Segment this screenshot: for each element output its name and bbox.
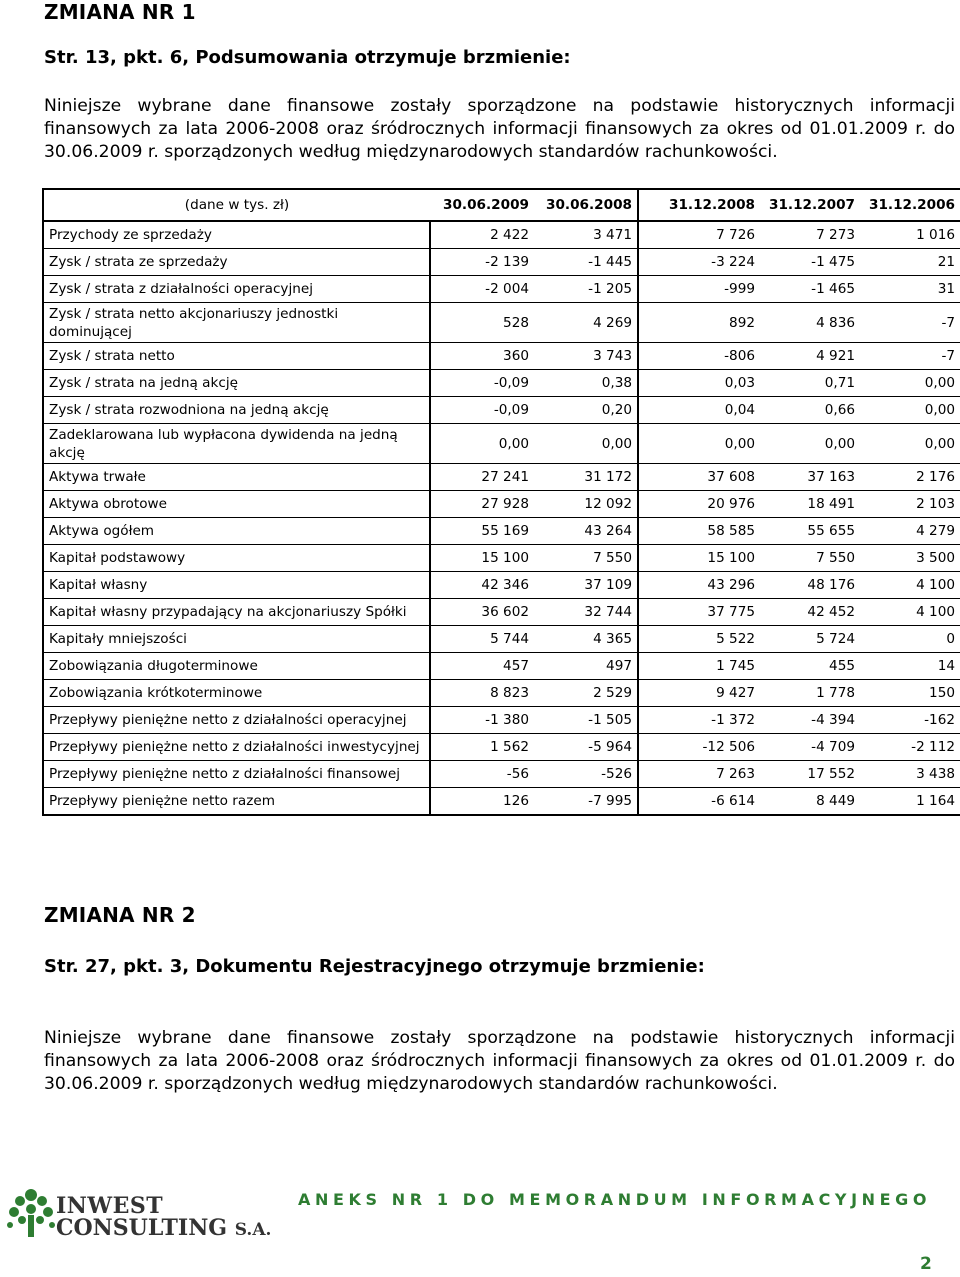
cell-value: -7 bbox=[860, 303, 960, 343]
cell-value: -1 380 bbox=[430, 707, 534, 734]
column-header: 30.06.2008 bbox=[534, 189, 638, 221]
cell-value: 360 bbox=[430, 343, 534, 370]
table-row bbox=[43, 572, 960, 599]
cell-value: 0,00 bbox=[430, 424, 534, 464]
cell-value: 7 273 bbox=[760, 221, 860, 249]
page-number: 2 bbox=[920, 1254, 932, 1274]
cell-value: 3 500 bbox=[860, 545, 960, 572]
column-header: 31.12.2006 bbox=[860, 189, 960, 221]
table-row bbox=[43, 249, 960, 276]
cell-value: 126 bbox=[430, 788, 534, 816]
cell-value: 48 176 bbox=[760, 572, 860, 599]
cell-value: -526 bbox=[534, 761, 638, 788]
change2-paragraph: Niniejsze wybrane dane finansowe zostały sporządzone na podstawie historycznych informacji finansowych za lata 2006-2008 oraz śródrocznych informacji finansowych za okres od 01.01.2009 r. do 30.06.2009 r. sporządzonych według międzynarodowych standardów rachunkowości. bbox=[44, 1028, 955, 1094]
cell-value: 21 bbox=[860, 249, 960, 276]
cell-value: 0,00 bbox=[860, 424, 960, 464]
table-row bbox=[43, 788, 960, 816]
column-header: 31.12.2007 bbox=[760, 189, 860, 221]
cell-value: 5 522 bbox=[638, 626, 760, 653]
cell-value: 20 976 bbox=[638, 491, 760, 518]
cell-value: 43 264 bbox=[534, 518, 638, 545]
cell-value: 27 241 bbox=[430, 464, 534, 491]
table-row bbox=[43, 221, 960, 249]
cell-value: -0,09 bbox=[430, 370, 534, 397]
cell-value: 0,66 bbox=[760, 397, 860, 424]
unit-label: (dane w tys. zł) bbox=[43, 189, 430, 221]
cell-value: 4 100 bbox=[860, 599, 960, 626]
cell-value: 150 bbox=[860, 680, 960, 707]
row-label: Zysk / strata netto bbox=[43, 343, 430, 370]
cell-value: 31 172 bbox=[534, 464, 638, 491]
cell-value: 1 562 bbox=[430, 734, 534, 761]
cell-value: -4 709 bbox=[760, 734, 860, 761]
table-row bbox=[43, 303, 960, 343]
cell-value: -4 394 bbox=[760, 707, 860, 734]
cell-value: 4 100 bbox=[860, 572, 960, 599]
cell-value: 0,00 bbox=[534, 424, 638, 464]
cell-value: -2 139 bbox=[430, 249, 534, 276]
cell-value: 0,00 bbox=[638, 424, 760, 464]
table-row bbox=[43, 276, 960, 303]
cell-value: 4 836 bbox=[760, 303, 860, 343]
logo-text-line1: INWEST bbox=[56, 1193, 164, 1219]
row-label: Przychody ze sprzedaży bbox=[43, 221, 430, 249]
row-label: Zysk / strata netto akcjonariuszy jednostki dominującej bbox=[43, 303, 430, 343]
cell-value: 15 100 bbox=[430, 545, 534, 572]
financial-data-table bbox=[42, 188, 960, 816]
cell-value: 457 bbox=[430, 653, 534, 680]
cell-value: 43 296 bbox=[638, 572, 760, 599]
cell-value: 37 775 bbox=[638, 599, 760, 626]
cell-value: -999 bbox=[638, 276, 760, 303]
cell-value: -56 bbox=[430, 761, 534, 788]
cell-value: 7 550 bbox=[760, 545, 860, 572]
cell-value: -0,09 bbox=[430, 397, 534, 424]
cell-value: 1 778 bbox=[760, 680, 860, 707]
cell-value: -7 995 bbox=[534, 788, 638, 816]
table-row bbox=[43, 680, 960, 707]
row-label: Przepływy pieniężne netto z działalności operacyjnej bbox=[43, 707, 430, 734]
cell-value: 2 103 bbox=[860, 491, 960, 518]
row-label: Aktywa trwałe bbox=[43, 464, 430, 491]
cell-value: 528 bbox=[430, 303, 534, 343]
row-label: Przepływy pieniężne netto razem bbox=[43, 788, 430, 816]
cell-value: 9 427 bbox=[638, 680, 760, 707]
cell-value: -1 475 bbox=[760, 249, 860, 276]
cell-value: 31 bbox=[860, 276, 960, 303]
table-row bbox=[43, 545, 960, 572]
cell-value: -2 004 bbox=[430, 276, 534, 303]
table-body bbox=[43, 221, 960, 815]
change1-subheading: Str. 13, pkt. 6, Podsumowania otrzymuje brzmienie: bbox=[44, 47, 571, 68]
cell-value: 32 744 bbox=[534, 599, 638, 626]
cell-value: 4 279 bbox=[860, 518, 960, 545]
cell-value: -1 505 bbox=[534, 707, 638, 734]
cell-value: 0,20 bbox=[534, 397, 638, 424]
cell-value: 55 169 bbox=[430, 518, 534, 545]
table-row bbox=[43, 626, 960, 653]
cell-value: 37 163 bbox=[760, 464, 860, 491]
cell-value: 27 928 bbox=[430, 491, 534, 518]
logo-text-line2 bbox=[56, 1215, 271, 1241]
cell-value: 4 365 bbox=[534, 626, 638, 653]
change1-paragraph: Niniejsze wybrane dane finansowe zostały sporządzone na podstawie historycznych informacji finansowych za lata 2006-2008 oraz śródrocznych informacji finansowych za okres od 01.01.2009 r. do 30.06.2009 r. sporządzonych według międzynarodowych standardów rachunkowości. bbox=[44, 96, 955, 162]
cell-value: 8 823 bbox=[430, 680, 534, 707]
cell-value: 55 655 bbox=[760, 518, 860, 545]
cell-value: 36 602 bbox=[430, 599, 534, 626]
cell-value: 14 bbox=[860, 653, 960, 680]
cell-value: -1 205 bbox=[534, 276, 638, 303]
cell-value: -3 224 bbox=[638, 249, 760, 276]
table-row bbox=[43, 343, 960, 370]
row-label: Przepływy pieniężne netto z działalności inwestycyjnej bbox=[43, 734, 430, 761]
logo-text-suffix: S.A. bbox=[234, 1220, 272, 1240]
cell-value: 4 921 bbox=[760, 343, 860, 370]
company-logo-icon bbox=[6, 1185, 56, 1245]
row-label: Zysk / strata rozwodniona na jedną akcję bbox=[43, 397, 430, 424]
cell-value: 3 471 bbox=[534, 221, 638, 249]
column-header: 30.06.2009 bbox=[430, 189, 534, 221]
row-label: Zadeklarowana lub wypłacona dywidenda na jedną akcję bbox=[43, 424, 430, 464]
cell-value: 7 550 bbox=[534, 545, 638, 572]
table-row bbox=[43, 734, 960, 761]
table-row bbox=[43, 707, 960, 734]
row-label: Kapitał własny bbox=[43, 572, 430, 599]
row-label: Aktywa ogółem bbox=[43, 518, 430, 545]
table-row bbox=[43, 464, 960, 491]
cell-value: 0,00 bbox=[860, 370, 960, 397]
cell-value: 2 422 bbox=[430, 221, 534, 249]
cell-value: 37 109 bbox=[534, 572, 638, 599]
cell-value: 1 164 bbox=[860, 788, 960, 816]
cell-value: 0,71 bbox=[760, 370, 860, 397]
cell-value: -1 465 bbox=[760, 276, 860, 303]
cell-value: -806 bbox=[638, 343, 760, 370]
cell-value: 5 724 bbox=[760, 626, 860, 653]
cell-value: 37 608 bbox=[638, 464, 760, 491]
footer-document-title: ANEKS NR 1 DO MEMORANDUM INFORMACYJNEGO bbox=[298, 1190, 932, 1209]
cell-value: -5 964 bbox=[534, 734, 638, 761]
cell-value: 0,00 bbox=[860, 397, 960, 424]
table-header-row bbox=[43, 189, 960, 221]
change2-subheading: Str. 27, pkt. 3, Dokumentu Rejestracyjnego otrzymuje brzmienie: bbox=[44, 956, 705, 977]
row-label: Aktywa obrotowe bbox=[43, 491, 430, 518]
cell-value: 8 449 bbox=[760, 788, 860, 816]
table-row bbox=[43, 424, 960, 464]
table-row bbox=[43, 491, 960, 518]
cell-value: -162 bbox=[860, 707, 960, 734]
cell-value: -1 372 bbox=[638, 707, 760, 734]
cell-value: 12 092 bbox=[534, 491, 638, 518]
cell-value: 0,04 bbox=[638, 397, 760, 424]
table-row bbox=[43, 761, 960, 788]
row-label: Zysk / strata na jedną akcję bbox=[43, 370, 430, 397]
row-label: Zobowiązania długoterminowe bbox=[43, 653, 430, 680]
change2-heading: ZMIANA NR 2 bbox=[44, 903, 196, 927]
cell-value: 5 744 bbox=[430, 626, 534, 653]
cell-value: 2 529 bbox=[534, 680, 638, 707]
cell-value: -12 506 bbox=[638, 734, 760, 761]
row-label: Zysk / strata ze sprzedaży bbox=[43, 249, 430, 276]
table-row bbox=[43, 370, 960, 397]
cell-value: -6 614 bbox=[638, 788, 760, 816]
change1-heading: ZMIANA NR 1 bbox=[44, 0, 196, 24]
cell-value: -1 445 bbox=[534, 249, 638, 276]
table-row bbox=[43, 599, 960, 626]
cell-value: 0,38 bbox=[534, 370, 638, 397]
cell-value: -2 112 bbox=[860, 734, 960, 761]
cell-value: 0 bbox=[860, 626, 960, 653]
cell-value: 42 452 bbox=[760, 599, 860, 626]
row-label: Kapitał własny przypadający na akcjonariuszy Spółki bbox=[43, 599, 430, 626]
cell-value: 4 269 bbox=[534, 303, 638, 343]
column-header: 31.12.2008 bbox=[638, 189, 760, 221]
row-label: Kapitał podstawowy bbox=[43, 545, 430, 572]
cell-value: 2 176 bbox=[860, 464, 960, 491]
table-row bbox=[43, 518, 960, 545]
logo-text-consulting: CONSULTING bbox=[56, 1215, 228, 1241]
table-row bbox=[43, 397, 960, 424]
cell-value: 18 491 bbox=[760, 491, 860, 518]
cell-value: 3 438 bbox=[860, 761, 960, 788]
cell-value: 497 bbox=[534, 653, 638, 680]
table-row bbox=[43, 653, 960, 680]
cell-value: 0,00 bbox=[760, 424, 860, 464]
row-label: Przepływy pieniężne netto z działalności finansowej bbox=[43, 761, 430, 788]
cell-value: 455 bbox=[760, 653, 860, 680]
cell-value: 7 726 bbox=[638, 221, 760, 249]
cell-value: 17 552 bbox=[760, 761, 860, 788]
cell-value: -7 bbox=[860, 343, 960, 370]
cell-value: 15 100 bbox=[638, 545, 760, 572]
row-label: Zobowiązania krótkoterminowe bbox=[43, 680, 430, 707]
cell-value: 0,03 bbox=[638, 370, 760, 397]
cell-value: 3 743 bbox=[534, 343, 638, 370]
row-label: Kapitały mniejszości bbox=[43, 626, 430, 653]
cell-value: 1 745 bbox=[638, 653, 760, 680]
cell-value: 892 bbox=[638, 303, 760, 343]
cell-value: 58 585 bbox=[638, 518, 760, 545]
cell-value: 1 016 bbox=[860, 221, 960, 249]
cell-value: 42 346 bbox=[430, 572, 534, 599]
row-label: Zysk / strata z działalności operacyjnej bbox=[43, 276, 430, 303]
cell-value: 7 263 bbox=[638, 761, 760, 788]
